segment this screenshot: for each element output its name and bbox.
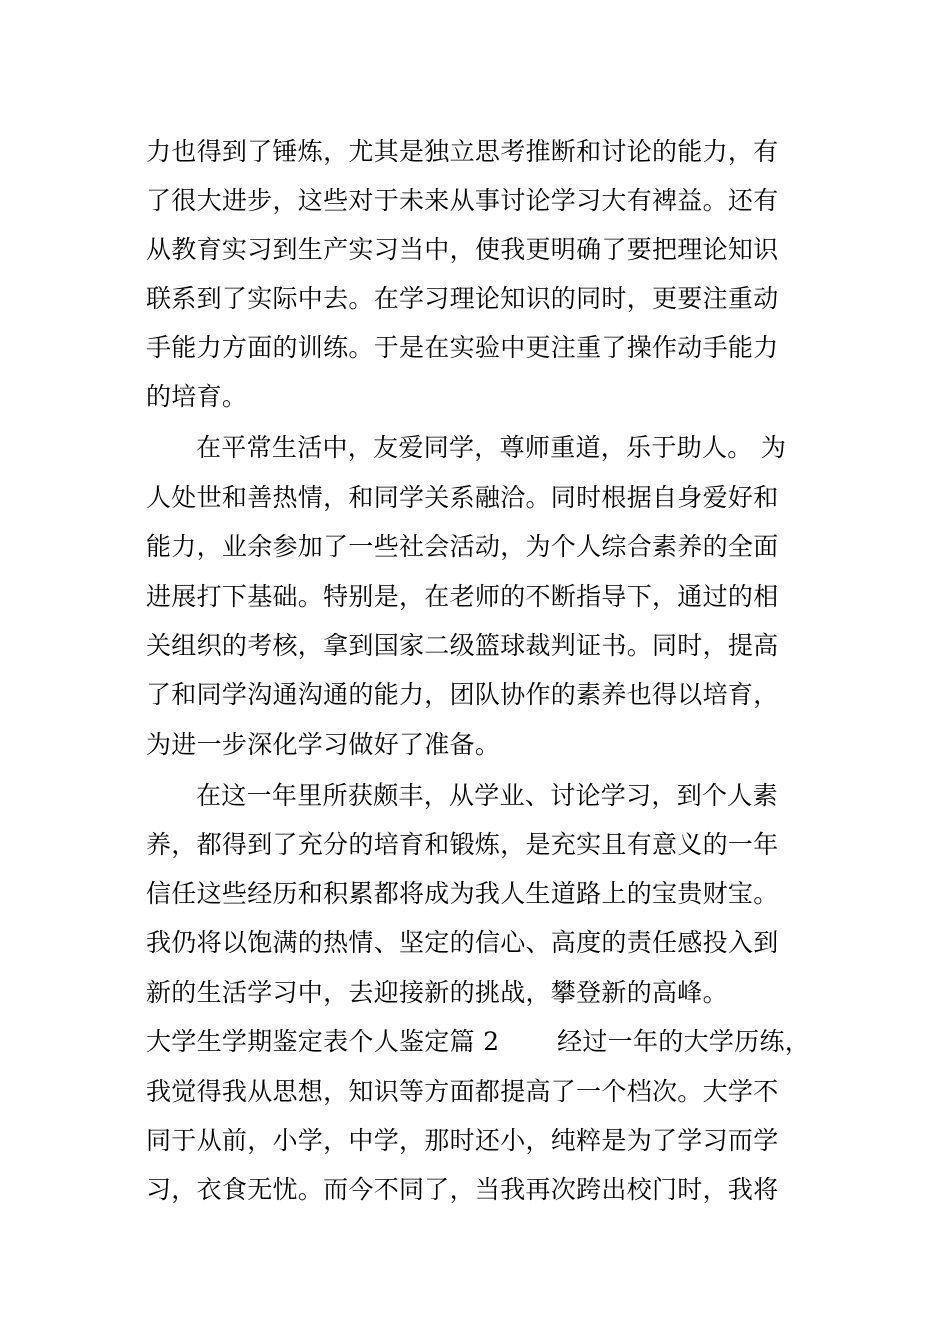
text-line: 了很大进步，这些对于未来从事讨论学习大有裨益。还有 bbox=[146, 186, 779, 215]
paragraph-first-line: 在平常生活中，友爱同学，尊师重道，乐于助人。 为 bbox=[196, 433, 787, 462]
text-line: 进展打下基础。特别是，在老师的不断指导下，通过的相 bbox=[146, 582, 779, 611]
text-line: 从教育实习到生产实习当中，使我更明确了要把理论知识 bbox=[146, 235, 779, 264]
text-line: 能力，业余参加了一些社会活动，为个人综合素养的全面 bbox=[146, 532, 779, 561]
text-line: 的培育。 bbox=[146, 382, 248, 411]
text-line: 人处世和善热情，和同学关系融洽。同时根据自身爱好和 bbox=[146, 483, 779, 512]
text-line: 联系到了实际中去。在学习理论知识的同时，更要注重动 bbox=[146, 284, 779, 313]
text-line: 习，衣食无忧。而今不同了，当我再次跨出校门时，我将 bbox=[146, 1175, 779, 1204]
text-line: 关组织的考核，拿到国家二级篮球裁判证书。同时，提高 bbox=[146, 631, 779, 660]
text-line: 养，都得到了充分的培育和锻炼，是充实且有意义的一年 bbox=[146, 830, 779, 859]
text-line: 新的生活学习中，去迎接新的挑战，攀登新的高峰。 bbox=[146, 978, 728, 1007]
text-line: 手能力方面的训练。于是在实验中更注重了操作动手能力 bbox=[146, 333, 779, 362]
text-line: 为进一步深化学习做好了准备。 bbox=[146, 730, 501, 759]
text-line: 我觉得我从思想，知识等方面都提高了一个档次。大学不 bbox=[146, 1077, 779, 1106]
text-line: 同于从前，小学，中学，那时还小，纯粹是为了学习而学 bbox=[146, 1126, 779, 1155]
text-line: 信任这些经历和积累都将成为我人生道路上的宝贵财宝。 bbox=[146, 879, 779, 908]
text-line: 我仍将以饱满的热情、坚定的信心、高度的责任感投入到 bbox=[146, 928, 779, 957]
paragraph-first-line: 在这一年里所获颇丰，从学业、讨论学习，到个人素 bbox=[196, 781, 778, 810]
section-heading-line: 大学生学期鉴定表个人鉴定篇 2 经过一年的大学历练， bbox=[146, 1027, 811, 1056]
text-line: 了和同学沟通沟通的能力，团队协作的素养也得以培育， bbox=[146, 680, 779, 709]
text-line: 力也得到了锤炼，尤其是独立思考推断和讨论的能力，有 bbox=[146, 137, 779, 166]
